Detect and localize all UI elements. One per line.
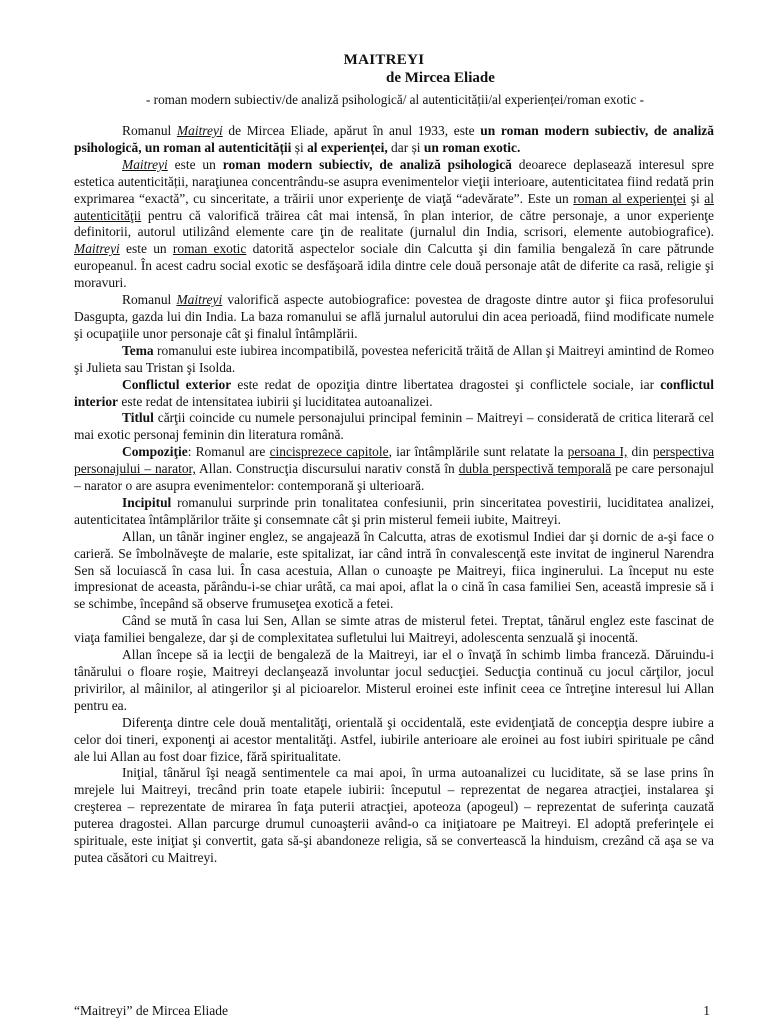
text-run: Iniţial, tânărul îşi neagă sentimentele ca mai apoi, în urma autoanalizei cu luciditate, să se lase prins în mrejele lui Maitreyi, trecând prin toate etapele iubirii: începutul – reprezentat de negarea atracţiei, instalarea şi creşterea – reprezentate de mirarea în faţa puterii atracţiei, apoteoza (apogeul) – reprezentat de suferinţa cauzată puterea dragostei. Allan parcurge drumul cunoaşterii având-o ca iniţiatoare pe Maitreyi. El adoptă preferinţele ei spirituale, este iniţiat şi convertit, gata să-şi abandoneze religia, să se convertească la hinduism, crezând că aşa se va putea căsători cu Maitreyi. bbox=[74, 765, 714, 865]
text-run: valorifică aspecte autobiografice: povestea de dragoste dintre autor şi fiica profesorului Dasgupta, gazda lui din India. La baza romanului se află jurnalul autorului din acea perioadă, fiind modificate numele şi ocupaţiile unor personaje cât şi finalul întâmplării. bbox=[74, 292, 714, 341]
footer-title: “Maitreyi” de Mircea Eliade bbox=[74, 1003, 229, 1018]
text-run: pe care personajul – narator o are asupra evenimentelor: contemporană şi ulterioară. bbox=[74, 461, 715, 494]
page-number: 1 bbox=[703, 1003, 710, 1018]
body-paragraph bbox=[74, 495, 714, 529]
underlined-phrase: Maitreyi bbox=[176, 123, 223, 138]
underlined-phrase: Maitreyi bbox=[74, 241, 120, 257]
text-run: din bbox=[627, 444, 653, 460]
body-paragraph bbox=[74, 377, 714, 411]
text-run: este un bbox=[119, 241, 173, 257]
text-run: Când se mută în casa lui Sen, Allan se simte atras de misterul fetei. Treptat, tânărul englez este fascinat de viaţa familiei bengaleze, dar şi de complexitatea sufletului lui Maitreyi, adolescenta senzuală şi inocentă. bbox=[74, 613, 714, 646]
text-run: deoarece deplasează interesul spre estetica autenticității, naraţiunea concentrându-se asupra evenimentelor vieţii interioare, autenticitatea fiind redată prin exprimarea “exactă”, cu sinceritate, a trăirii unor experienţe de viaţă “adevărate”. Este un bbox=[74, 156, 714, 206]
underlined-phrase: roman al experienţei bbox=[573, 190, 687, 206]
underlined-phrase: Maitreyi bbox=[122, 156, 168, 172]
underlined-phrase: perspectiva personajului – narator, bbox=[74, 444, 715, 477]
page-footer bbox=[74, 1003, 714, 1019]
bold-phrase: Incipitul bbox=[122, 494, 172, 510]
text-run: Diferenţa dintre cele două mentalităţi, orientală şi occidentală, este evidenţiată de concepţia despre iubire a celor doi tineri, exponenţi ai acestor mentalităţi. Astfel, iubirile anterioare ale eroinei au fost iubiri spirituale pe când ale lui Allan au fost doar fizice, fără spiritualitate. bbox=[74, 714, 714, 764]
document-title: MAITREYI bbox=[343, 52, 425, 68]
underlined-phrase: Maitreyi bbox=[176, 292, 223, 308]
document-subtitle: - roman modern subiectiv/de analiză psihologică/ al autenticității/al experienței/roman exotic - bbox=[145, 92, 644, 107]
text-run: , iar întâmplările sunt relatate la bbox=[388, 444, 568, 460]
body-paragraph bbox=[74, 123, 714, 157]
bold-phrase: Conflictul exterior bbox=[122, 376, 232, 392]
body-paragraph bbox=[74, 613, 714, 647]
body-paragraph bbox=[74, 157, 714, 292]
text-run: : Romanul are bbox=[187, 444, 270, 460]
text-run: Allan, un tânăr inginer englez, se angajează în Calcutta, atras de exotismul Indiei dar şi dornic de a-şi face o carieră. Se îmbolnăveşte de malarie, este spitalizat, iar când intră în convalescenţă este invitat de inginerul Narendra Sen să locuiască în casa lui. În casa acestuia, Allan o cunoaşte pe Maitreyi, fiica inginerului. La început nu este impresionat de aceasta, părându-i-se chiar urâtă, ca mai apoi, aflat la o cină în casa familiei Sen, această impresie să i se schimbe, începând să observe frumuseţea exotică a fetei. bbox=[74, 528, 714, 612]
text-run: Romanul bbox=[122, 292, 177, 308]
text-run: şi bbox=[686, 190, 705, 206]
bold-phrase: un roman modern subiectiv, de analiză psihologică, un roman al autenticității bbox=[74, 123, 714, 155]
body-paragraph bbox=[74, 765, 714, 866]
bold-phrase: al experienței, bbox=[307, 139, 388, 155]
text-run: de Mircea Eliade, apărut în anul 1933, este bbox=[222, 123, 481, 138]
text-run: Allan începe să ia lecţii de bengaleză de la Maitreyi, iar el o învaţă în schimb limba franceză. Dăruindu-i tânărului o floare roşie, Maitreyi declanşează involuntar jocul seducţiei. Seducţia continuă cu jocul cărţilor, jocul privirilor, al mâinilor, al atingerilor şi al picioarelor. Misterul eroinei este infinit ceea ce întreţine interesul lui Allan pentru ea. bbox=[74, 647, 714, 713]
bold-phrase: conflictul interior bbox=[74, 376, 714, 409]
underlined-phrase: dubla perspectivă temporală bbox=[458, 461, 612, 477]
author-line: de Mircea Eliade bbox=[386, 70, 495, 86]
text-run: Romanul bbox=[122, 123, 177, 138]
bold-phrase: un roman exotic. bbox=[423, 139, 521, 155]
body-paragraph bbox=[74, 529, 714, 614]
text-run: romanului surprinde prin tonalitatea confesiunii, prin sinceritatea povestirii, luciditatea analizei, autenticitatea întâmplărilor trăite şi consemnate cât şi prin misterul femeii iubite, Maitreyi. bbox=[74, 494, 714, 527]
text-run: pentru că valorifică trăirea cât mai intensă, în plan interior, de către personaje, a unor experienţe definitorii, autorul utilizând elemente care ţin de realitate (jurnalul din India, scrisori, elemente autobiografice). bbox=[74, 207, 714, 240]
body-paragraph bbox=[74, 715, 714, 766]
bold-phrase: roman modern subiectiv, de analiză psihologică bbox=[222, 156, 512, 172]
bold-phrase: Tema bbox=[122, 342, 154, 358]
underlined-phrase: roman exotic bbox=[172, 241, 247, 257]
underlined-phrase: cincisprezece capitole bbox=[269, 444, 389, 460]
document-body bbox=[74, 123, 714, 867]
text-run: dar și bbox=[387, 139, 424, 155]
body-paragraph bbox=[74, 343, 714, 377]
text-run: cărţii coincide cu numele personajului principal feminin – Maitreyi – considerată de critica literară cel mai exotic personaj feminin din literatura română. bbox=[74, 410, 714, 443]
body-paragraph bbox=[74, 444, 714, 495]
body-paragraph bbox=[74, 410, 714, 444]
text-run: datorită aspectelor sociale din Calcutta şi din familia bengaleză în care pătrunde europeanul. În acest cadru social exotic se desfăşoară idila dintre cele două personaje atât de diferite ca rasă, religie şi moravuri. bbox=[74, 241, 714, 291]
text-run: este redat de intensitatea iubirii şi luciditatea autoanalizei. bbox=[118, 393, 433, 409]
body-paragraph bbox=[74, 292, 714, 343]
text-run: și bbox=[291, 139, 308, 155]
text-run: este un bbox=[167, 156, 223, 172]
body-paragraph bbox=[74, 647, 714, 715]
underlined-phrase: al autenticităţii bbox=[74, 190, 714, 223]
text-run: romanului este iubirea incompatibilă, povestea nefericită trăită de Allan şi Maitreyi amintind de Romeo şi Julieta sau Tristan şi Isolda. bbox=[74, 342, 714, 375]
text-run: Allan. Construcţia discursului narativ constă în bbox=[195, 461, 459, 477]
underlined-phrase: persoana I, bbox=[567, 444, 628, 460]
bold-phrase: Compoziţie bbox=[122, 444, 188, 460]
text-run: este redat de opoziţia dintre libertatea dragostei şi conflictele sociale, iar bbox=[231, 376, 661, 392]
bold-phrase: Titlul bbox=[122, 410, 154, 426]
